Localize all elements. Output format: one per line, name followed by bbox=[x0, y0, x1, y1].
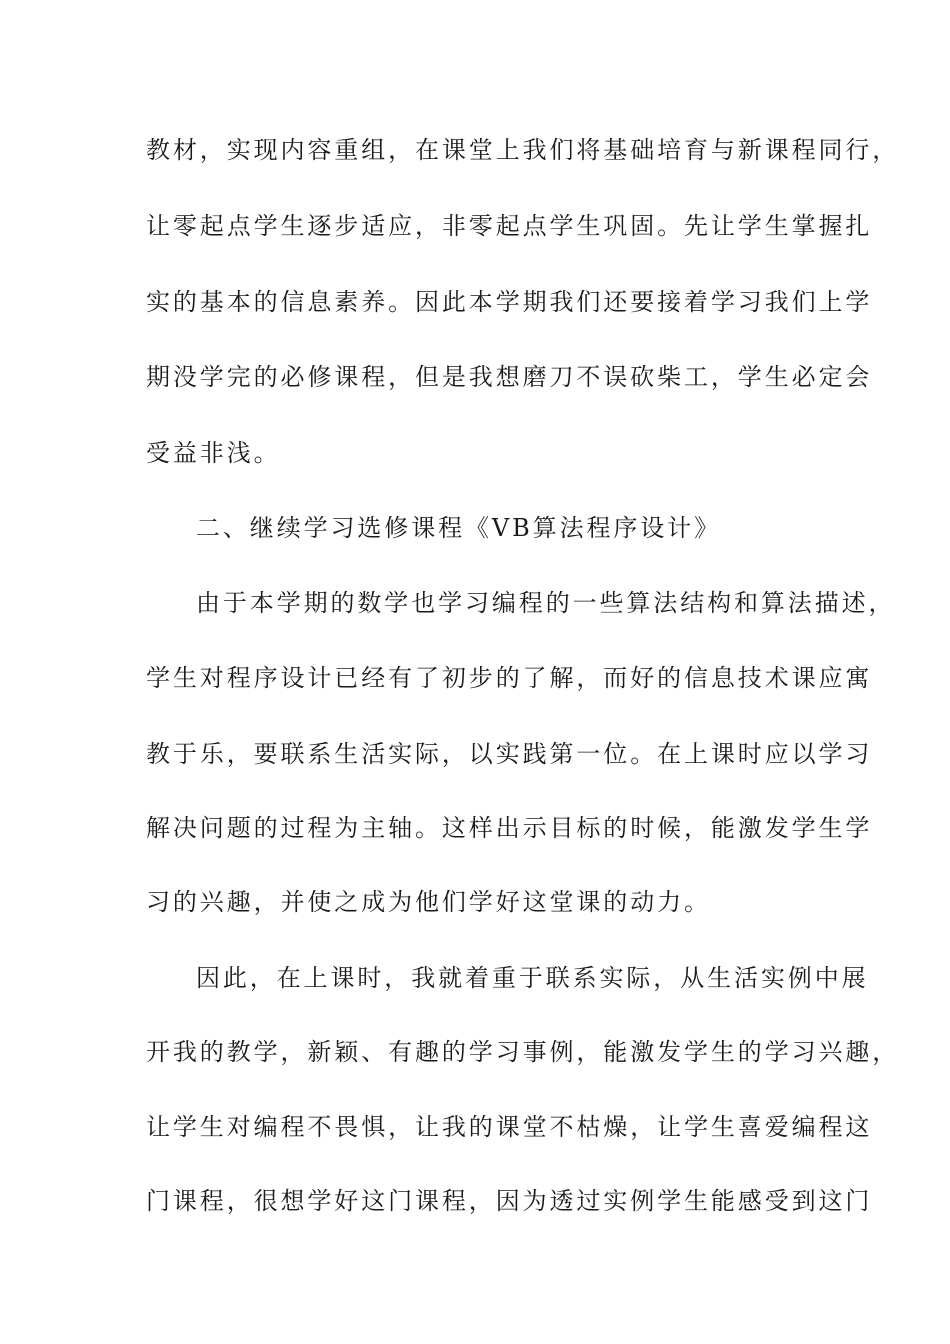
paragraph-line: 开我的教学，新颖、有趣的学习事例，能激发学生的学习兴趣， bbox=[146, 1038, 900, 1066]
paragraph-line: 教材，实现内容重组，在课堂上我们将基础培育与新课程同行， bbox=[146, 136, 900, 164]
paragraph-line: 实的基本的信息素养。因此本学期我们还要接着学习我们上学 bbox=[146, 288, 873, 316]
paragraph-line: 解决问题的过程为主轴。这样出示目标的时候，能激发学生学 bbox=[146, 814, 873, 842]
paragraph-line: 门课程，很想学好这门课程，因为透过实例学生能感受到这门 bbox=[146, 1187, 873, 1215]
section-heading: 二、继续学习选修课程《VB算法程序设计》 bbox=[196, 514, 721, 542]
paragraph-line: 习的兴趣，并使之成为他们学好这堂课的动力。 bbox=[146, 888, 711, 916]
paragraph-line: 受益非浅。 bbox=[146, 439, 281, 467]
paragraph-line: 因此，在上课时，我就着重于联系实际，从生活实例中展 bbox=[196, 964, 869, 992]
paragraph-line: 让零起点学生逐步适应，非零起点学生巩固。先让学生掌握扎 bbox=[146, 212, 873, 240]
paragraph-line: 让学生对编程不畏惧，让我的课堂不枯燥，让学生喜爱编程这 bbox=[146, 1113, 873, 1141]
paragraph-line: 学生对程序设计已经有了初步的了解，而好的信息技术课应寓 bbox=[146, 664, 873, 692]
paragraph-line: 教于乐，要联系生活实际，以实践第一位。在上课时应以学习 bbox=[146, 740, 873, 768]
paragraph-line: 由于本学期的数学也学习编程的一些算法结构和算法描述， bbox=[196, 589, 896, 617]
paragraph-line: 期没学完的必修课程，但是我想磨刀不误砍柴工，学生必定会 bbox=[146, 363, 873, 391]
